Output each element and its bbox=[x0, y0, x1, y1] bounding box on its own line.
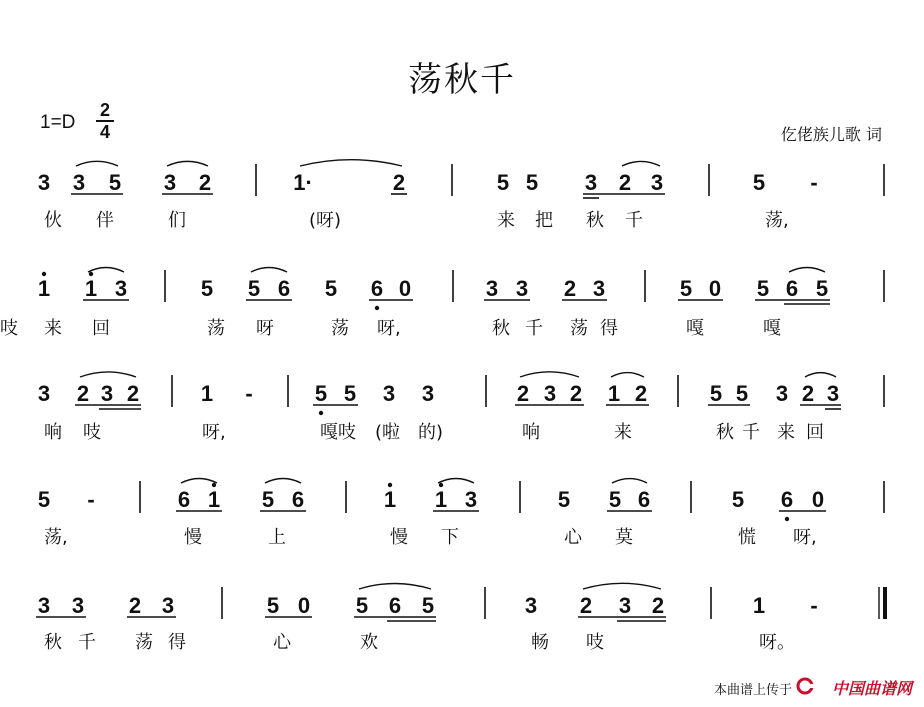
note: 3 bbox=[37, 593, 51, 618]
note: 5 bbox=[421, 593, 435, 618]
slur bbox=[181, 479, 217, 484]
note: 1· bbox=[293, 170, 313, 195]
slur bbox=[805, 373, 836, 377]
lyric: 欢 bbox=[360, 632, 378, 653]
octave-down-dot bbox=[785, 517, 789, 521]
note: 6 bbox=[785, 276, 799, 301]
note: 1 bbox=[752, 593, 766, 618]
lyric: 来 bbox=[44, 318, 62, 339]
note: 3 bbox=[72, 170, 86, 195]
lyric: 回 bbox=[92, 318, 110, 339]
note: 5 bbox=[735, 381, 749, 406]
lyric: 千 bbox=[742, 422, 760, 443]
note: 3 bbox=[650, 170, 664, 195]
octave-up-dot bbox=[212, 483, 216, 487]
lyric: 秋 bbox=[716, 422, 734, 443]
note: 5 bbox=[709, 381, 723, 406]
note: - bbox=[87, 487, 95, 512]
footer-text: 本曲谱上传于 bbox=[713, 683, 792, 698]
lyric: 千 bbox=[625, 210, 643, 231]
lyric: 荡 bbox=[331, 318, 349, 339]
lyric: 回 bbox=[806, 422, 824, 443]
lyric: 荡, bbox=[765, 210, 789, 231]
note: 5 bbox=[752, 170, 766, 195]
lyric: 呀, bbox=[202, 422, 226, 443]
note: 6 bbox=[291, 487, 305, 512]
lyric: 千 bbox=[525, 318, 543, 339]
lyric: 秋 bbox=[586, 210, 604, 231]
note: 5 bbox=[496, 170, 510, 195]
note: 6 bbox=[177, 487, 191, 512]
note: 3 bbox=[382, 381, 396, 406]
slur bbox=[612, 479, 647, 483]
slur bbox=[167, 161, 208, 166]
lyric: (啦 bbox=[375, 422, 401, 443]
slur bbox=[438, 479, 474, 484]
lyric: 心 bbox=[564, 527, 582, 548]
note: 2 bbox=[76, 381, 90, 406]
lyric: 上 bbox=[268, 527, 286, 548]
lyric: 响 bbox=[522, 422, 540, 443]
lyric: 吱 bbox=[0, 318, 18, 339]
note: 6 bbox=[637, 487, 651, 512]
note: 3 bbox=[592, 276, 606, 301]
slur bbox=[251, 268, 287, 273]
note: 3 bbox=[543, 381, 557, 406]
lyric: 嘎 bbox=[686, 318, 704, 339]
octave-up-dot bbox=[388, 483, 392, 487]
lyric: 千 bbox=[78, 632, 96, 653]
slur bbox=[76, 161, 118, 166]
note: 2 bbox=[516, 381, 530, 406]
lyric: 下 bbox=[441, 527, 459, 548]
note: 2 bbox=[392, 170, 406, 195]
song-title: 荡秋千 bbox=[408, 60, 516, 100]
note: 0 bbox=[811, 487, 825, 512]
note: 5 bbox=[314, 381, 328, 406]
note: 1 bbox=[207, 487, 221, 512]
lyric: 得 bbox=[600, 318, 618, 339]
lyric: 得 bbox=[168, 632, 186, 653]
lyricist-credit: 仡佬族儿歌 词 bbox=[780, 125, 882, 144]
key-text: 1=D bbox=[40, 112, 76, 133]
lyric: 伴 bbox=[96, 210, 114, 231]
slur bbox=[583, 583, 661, 589]
note: 5 bbox=[355, 593, 369, 618]
lyric: 莫 bbox=[615, 527, 633, 548]
lyric: 嘎 bbox=[763, 318, 781, 339]
octave-up-dot bbox=[439, 483, 443, 487]
slur bbox=[88, 268, 124, 273]
lyric: 吱 bbox=[586, 632, 604, 653]
note: 3 bbox=[421, 381, 435, 406]
slur bbox=[622, 161, 660, 166]
lyric: 来 bbox=[497, 210, 515, 231]
site-logo-icon bbox=[796, 677, 814, 695]
lyric: 吱 bbox=[83, 422, 101, 443]
note: 5 bbox=[324, 276, 338, 301]
note: - bbox=[810, 593, 818, 618]
note: 3 bbox=[618, 593, 632, 618]
lyric: 们 bbox=[168, 210, 186, 231]
note: 3 bbox=[464, 487, 478, 512]
note: 2 bbox=[618, 170, 632, 195]
octave-up-dot bbox=[42, 272, 46, 276]
lyric: (呀) bbox=[309, 210, 342, 231]
octave-down-dot bbox=[375, 306, 379, 310]
note: 2 bbox=[801, 381, 815, 406]
lyric: 荡 bbox=[207, 318, 225, 339]
lyric: 慌 bbox=[738, 527, 756, 548]
lyric: 秋 bbox=[492, 318, 510, 339]
note: 1 bbox=[607, 381, 621, 406]
note: 3 bbox=[485, 276, 499, 301]
note: 1 bbox=[434, 487, 448, 512]
lyric: 嘎吱 bbox=[320, 422, 356, 443]
note: 3 bbox=[524, 593, 538, 618]
lyric: 呀, bbox=[377, 318, 401, 339]
slur bbox=[265, 479, 301, 484]
slur bbox=[789, 268, 825, 273]
lyric: 来 bbox=[777, 422, 795, 443]
note: 2 bbox=[128, 593, 142, 618]
lyric: 来 bbox=[614, 422, 632, 443]
note: 1 bbox=[200, 381, 214, 406]
note: 5 bbox=[525, 170, 539, 195]
lyric: 的) bbox=[418, 422, 444, 443]
lyric: 心 bbox=[273, 632, 291, 653]
note: 2 bbox=[579, 593, 593, 618]
octave-up-dot bbox=[89, 272, 93, 276]
note: 5 bbox=[731, 487, 745, 512]
lyric: 慢 bbox=[390, 527, 408, 548]
note: 5 bbox=[108, 170, 122, 195]
lyric: 呀 bbox=[256, 318, 274, 339]
note: 0 bbox=[297, 593, 311, 618]
note: 3 bbox=[114, 276, 128, 301]
note: 5 bbox=[247, 276, 261, 301]
note: 3 bbox=[826, 381, 840, 406]
note: 2 bbox=[126, 381, 140, 406]
note: 2 bbox=[634, 381, 648, 406]
note: 5 bbox=[679, 276, 693, 301]
lyric: 荡, bbox=[44, 527, 68, 548]
note: 3 bbox=[37, 381, 51, 406]
note: 3 bbox=[515, 276, 529, 301]
time-denominator: 4 bbox=[99, 122, 110, 142]
note: 5 bbox=[200, 276, 214, 301]
octave-down-dot bbox=[319, 411, 323, 415]
note: 3 bbox=[37, 170, 51, 195]
site-logo: 中国曲谱网 bbox=[831, 679, 912, 698]
note: 5 bbox=[608, 487, 622, 512]
lyric: 慢 bbox=[184, 527, 202, 548]
slur bbox=[520, 372, 579, 377]
note: 6 bbox=[780, 487, 794, 512]
note: 3 bbox=[775, 381, 789, 406]
slur bbox=[359, 584, 431, 590]
lyric: 畅 bbox=[531, 632, 549, 653]
lyric: 响 bbox=[44, 422, 62, 443]
note: 5 bbox=[266, 593, 280, 618]
time-numerator: 2 bbox=[99, 100, 110, 120]
note: 0 bbox=[708, 276, 722, 301]
note: 1 bbox=[37, 276, 51, 301]
note: 5 bbox=[756, 276, 770, 301]
note: 3 bbox=[161, 593, 175, 618]
lyric: 荡 bbox=[570, 318, 588, 339]
note: 5 bbox=[343, 381, 357, 406]
lyric: 把 bbox=[535, 210, 553, 231]
note: 5 bbox=[37, 487, 51, 512]
note: 2 bbox=[651, 593, 665, 618]
slur bbox=[611, 373, 644, 377]
note: 3 bbox=[71, 593, 85, 618]
lyric: 伙 bbox=[44, 210, 62, 231]
note: 2 bbox=[569, 381, 583, 406]
slur bbox=[80, 372, 136, 377]
note: 0 bbox=[398, 276, 412, 301]
note: 3 bbox=[100, 381, 114, 406]
note: 3 bbox=[584, 170, 598, 195]
note: 5 bbox=[261, 487, 275, 512]
lyric: 呀。 bbox=[759, 632, 795, 653]
note: 3 bbox=[163, 170, 177, 195]
lyric: 秋 bbox=[44, 632, 62, 653]
note: - bbox=[810, 170, 818, 195]
note: 2 bbox=[198, 170, 212, 195]
note: 2 bbox=[563, 276, 577, 301]
lyric: 荡 bbox=[135, 632, 153, 653]
note: 6 bbox=[388, 593, 402, 618]
note: 5 bbox=[815, 276, 829, 301]
note: 6 bbox=[370, 276, 384, 301]
note: 5 bbox=[557, 487, 571, 512]
note: 6 bbox=[277, 276, 291, 301]
note: - bbox=[245, 381, 253, 406]
note: 1 bbox=[383, 487, 397, 512]
note: 1 bbox=[84, 276, 98, 301]
slur bbox=[300, 160, 402, 166]
lyric: 呀, bbox=[793, 527, 817, 548]
